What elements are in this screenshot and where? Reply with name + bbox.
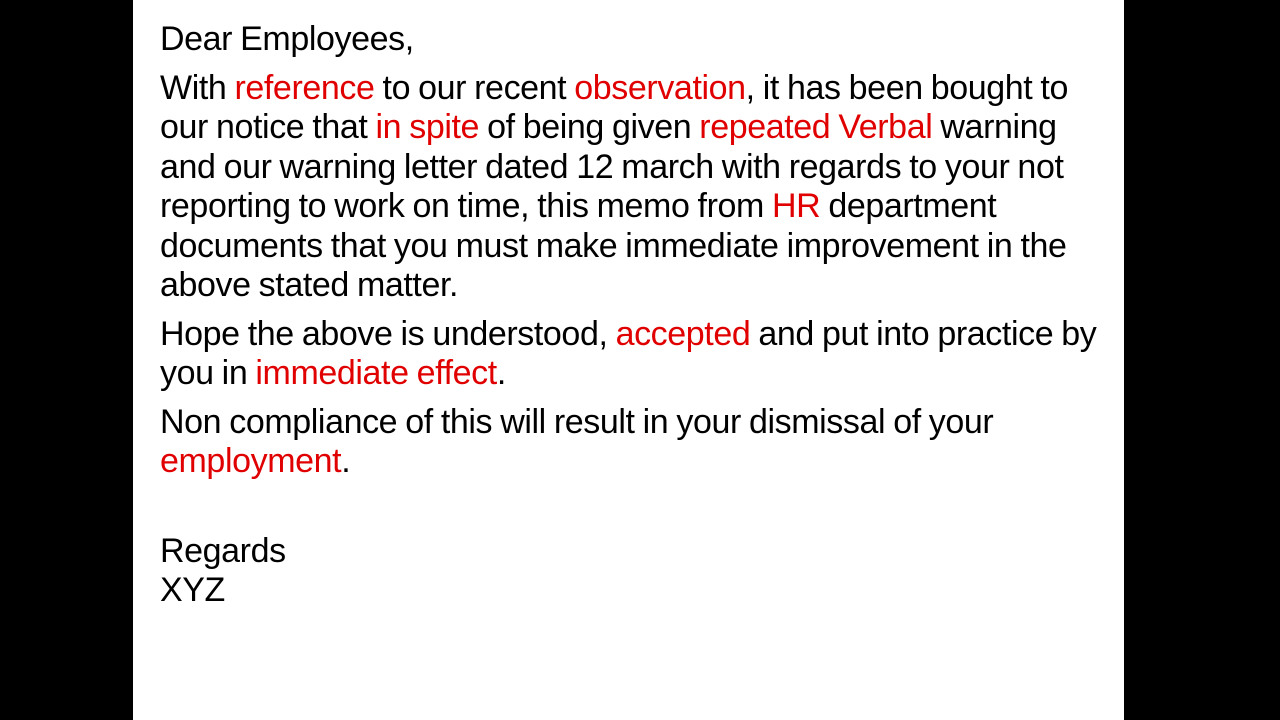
- highlight-repeated-verbal: repeated Verbal: [699, 108, 933, 146]
- text-segment: and put into practice by you in: [160, 314, 1097, 392]
- text-segment: of being given: [479, 108, 700, 146]
- signature: [160, 571, 1100, 611]
- highlight-reference: reference: [234, 68, 375, 107]
- highlight-accepted: accepted: [615, 314, 751, 353]
- closing: [160, 532, 1100, 572]
- text-segment: department documents that you must make immediate improvement in the above stated matter.: [160, 187, 1067, 304]
- greeting: [160, 20, 1100, 60]
- signature-text: XYZ: [160, 571, 225, 609]
- text-segment: .: [496, 354, 506, 392]
- text-segment: .: [341, 442, 351, 480]
- text-segment: to our recent: [374, 68, 575, 107]
- closing-text: Regards: [160, 531, 286, 570]
- highlight-employment: employment: [160, 442, 342, 480]
- paragraph-reference: [160, 69, 1100, 306]
- spacer: [160, 482, 1100, 532]
- memo-page: [133, 0, 1124, 720]
- greeting-text: Dear Employees,: [160, 20, 414, 58]
- highlight-observation: observation: [574, 68, 746, 107]
- text-segment: , it has been bought to our notice that: [160, 68, 1068, 146]
- highlight-hr: HR: [771, 187, 821, 225]
- text-segment: Non compliance of this will result in your dismissal of your: [160, 402, 994, 441]
- text-segment: Hope the above is understood,: [160, 314, 616, 353]
- text-segment: warning and our warning letter dated 12 march with regards to your not reporting to work on time, this memo from: [160, 108, 1064, 225]
- highlight-in-spite: in spite: [375, 108, 480, 146]
- paragraph-hope: [160, 315, 1100, 394]
- highlight-immediate-effect: immediate effect: [255, 354, 497, 392]
- text-segment: With: [160, 68, 235, 107]
- memo-body: [160, 20, 1100, 611]
- paragraph-non-compliance: [160, 403, 1100, 482]
